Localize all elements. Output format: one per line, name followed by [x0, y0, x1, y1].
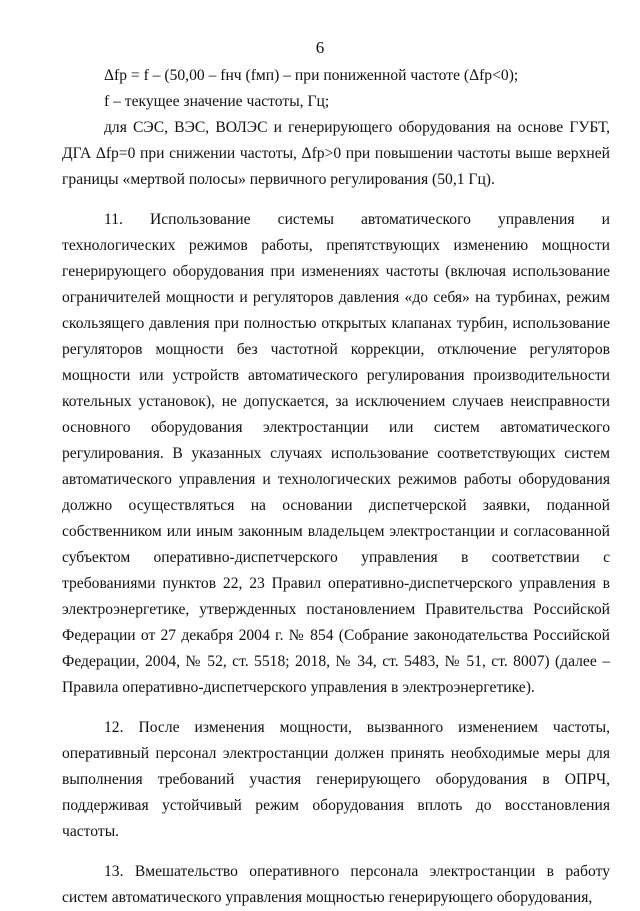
paragraph-13: 13. Вмешательство оперативного персонала электростанции в работу систем автоматического управления мощностью генерирующего оборудования, — [62, 863, 610, 906]
formula-definition: f – текущее значение частоты, Гц; — [104, 93, 330, 110]
formula-line: Δfр = f – (50,00 – fнч (fмп) – при пониженной частоте (Δfр<0); — [104, 67, 519, 84]
paragraph-12: 12. После изменения мощности, вызванного изменением частоты, оперативный персонал электростанции должен принять необходимые меры для выполнения требований участия генерирующего оборудования в ОПРЧ, поддерживая устойчивый режим оборудования вплоть до восстановления частоты. — [62, 719, 610, 840]
document-body — [62, 63, 610, 911]
formula-note: для СЭС, ВЭС, ВОЛЭС и генерирующего оборудования на основе ГУБТ, ДГА Δfр=0 при снижении частоты, Δfр>0 при повышении частоты выше верхней границы «мертвой полосы» первичного регулирования (50,1 Гц). — [62, 119, 610, 188]
page-number: 6 — [315, 38, 325, 57]
paragraph-11: 11. Использование системы автоматического управления и технологических режимов работы, препятствующих изменению мощности генерирующего оборудования при изменениях частоты (включая использование ограничителей мощности и регуляторов давления «до себя» на турбинах, режим скользящего давления при полностью открытых клапанах турбин, использование регуляторов мощности без частотной коррекции, отключение регуляторов мощности или устройств автоматического регулирования производительности котельных установок), не допускается, за исключением случаев неисправности основного оборудования электростанции или систем автоматического регулирования. В указанных случаях использование соответствующих систем автоматического управления и технологических режимов работы оборудования должно осуществляться на основании диспетчерской заявки, поданной собственником или иным законным владельцем электростанции и согласованной субъектом оперативно-диспетчерского управления в соответствии с требованиями пунктов 22, 23 Правил оперативно-диспетчерского управления в электроэнергетике, утвержденных постановлением Правительства Российской Федерации от 27 декабря 2004 г. № 854 (Собрание законодательства Российской Федерации, 2004, № 52, ст. 5518; 2018, № 34, ст. 5483, № 51, ст. 8007) (далее – Правила оперативно-диспетчерского управления в электроэнергетике). — [62, 211, 610, 696]
